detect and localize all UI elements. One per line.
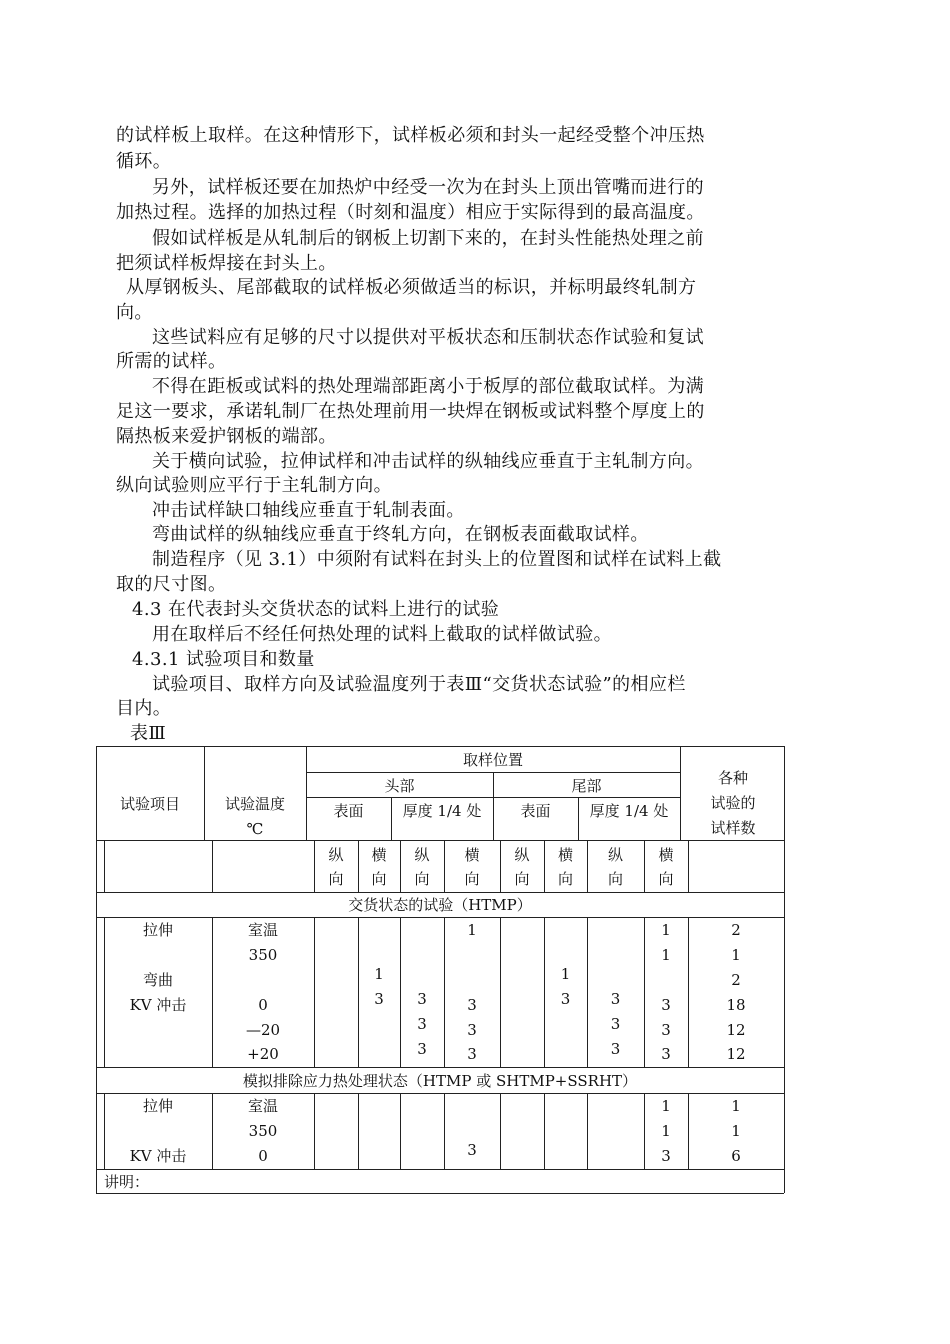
test-item: KV 冲击: [129, 1147, 187, 1165]
qty-cell: 3: [417, 1040, 427, 1058]
paragraph-line: 不得在距板或试料的热处理端部距离小于板厚的部位截取试样。为满: [152, 376, 704, 397]
dir-longitudinal: 向: [328, 870, 344, 888]
dir-longitudinal: 向: [514, 870, 530, 888]
qty-cell: 3: [467, 996, 477, 1014]
test-item: 拉伸: [142, 921, 173, 939]
qty-cell: 1: [661, 921, 671, 939]
specimen-count: 18: [726, 996, 746, 1014]
dir-longitudinal: 纵: [328, 846, 344, 864]
header-count-line: 试验的: [710, 794, 756, 812]
dir-transverse: 向: [371, 870, 387, 888]
table-rule: [400, 1093, 401, 1169]
dir-transverse: 向: [658, 870, 674, 888]
test-temp: —20: [245, 1021, 281, 1039]
dir-transverse: 横: [658, 846, 674, 864]
test-temp: 0: [258, 996, 268, 1014]
qty-cell: 3: [467, 1141, 477, 1159]
table-rule: [96, 840, 784, 841]
table-rule: [680, 746, 681, 840]
qty-cell: 3: [467, 1045, 477, 1063]
table-rule: [104, 840, 105, 892]
table-rule: [96, 917, 784, 918]
paragraph-line: 目内。: [116, 698, 172, 719]
table-rule: [587, 1093, 588, 1169]
paragraph-line: 弯曲试样的纵轴线应垂直于终轧方向，在钢板表面截取试样。: [152, 524, 649, 545]
header-tail-quarter: 厚度 1/4 处: [589, 802, 669, 820]
qty-cell: 3: [560, 990, 571, 1008]
table-border: [96, 1193, 784, 1194]
dir-longitudinal: 纵: [607, 846, 623, 864]
paragraph-line: 向。: [116, 302, 153, 323]
header-sampling-position: 取样位置: [462, 751, 523, 769]
table-rule: [500, 1093, 501, 1169]
test-temp: 室温: [247, 921, 278, 939]
qty-cell: 3: [417, 990, 427, 1008]
paragraph-line: 试验项目、取样方向及试验温度列于表Ⅲ“交货状态试验”的相应栏: [152, 674, 686, 695]
specimen-count: 2: [731, 971, 741, 989]
qty-cell: 1: [661, 1122, 671, 1140]
paragraph-line: 把须试样板焊接在封头上。: [116, 253, 337, 274]
paragraph-line: 这些试料应有足够的尺寸以提供对平板状态和压制状态作试验和复试: [152, 327, 704, 348]
table-rule: [544, 1093, 545, 1169]
qty-cell: 1: [661, 1097, 671, 1115]
paragraph-line: 用在取样后不经任何热处理的试料上截取的试样做试验。: [152, 624, 612, 645]
table-rule: [500, 917, 501, 1067]
header-tail-surface: 表面: [520, 802, 551, 820]
qty-cell: 3: [661, 1147, 671, 1165]
dir-transverse: 横: [371, 846, 387, 864]
specimen-count: 1: [731, 1122, 741, 1140]
qty-cell: 3: [661, 1021, 671, 1039]
dir-longitudinal: 纵: [414, 846, 430, 864]
qty-cell: 3: [661, 996, 671, 1014]
header-temperature-unit: ℃: [246, 820, 264, 838]
qty-cell: 3: [374, 990, 384, 1008]
table-rule: [96, 1093, 784, 1094]
qty-cell: 3: [661, 1045, 671, 1063]
specimen-count: 2: [731, 921, 741, 939]
table-rule: [314, 917, 315, 1067]
dir-longitudinal: 纵: [514, 846, 530, 864]
test-item: KV 冲击: [129, 996, 187, 1014]
specimen-count: 6: [731, 1147, 741, 1165]
table-rule: [358, 1093, 359, 1169]
paragraph-line: 假如试样板是从轧制后的钢板上切割下来的，在封头性能热处理之前: [152, 228, 704, 249]
test-temp: 350: [248, 946, 278, 964]
dir-transverse: 横: [464, 846, 480, 864]
qty-cell: 1: [560, 965, 571, 983]
dir-longitudinal: 向: [414, 870, 430, 888]
table-border: [784, 746, 785, 1193]
test-item: 拉伸: [142, 1097, 173, 1115]
dir-longitudinal: 向: [607, 870, 623, 888]
qty-cell: 3: [610, 1015, 621, 1033]
paragraph-line: 足这一要求，承诺轧制厂在热处理前用一块焊在钢板或试料整个厚度上的: [116, 401, 705, 422]
header-head-surface: 表面: [333, 802, 364, 820]
qty-cell: 3: [467, 1021, 477, 1039]
specimen-count: 12: [726, 1021, 746, 1039]
paragraph-line: 另外，试样板还要在加热炉中经受一次为在封头上顶出管嘴而进行的: [152, 177, 704, 198]
header-count-line: 各种: [717, 769, 748, 787]
section-heading: 4.3.1 试验项目和数量: [132, 649, 315, 670]
test-temp: 350: [248, 1122, 278, 1140]
header-count-line: 试样数: [710, 819, 756, 837]
paragraph-line: 从厚钢板头、尾部截取的试样板必须做适当的标识，并标明最终轧制方: [126, 277, 697, 298]
qty-cell: 3: [417, 1015, 427, 1033]
section-title: 交货状态的试验（HTMP）: [348, 896, 532, 914]
section-title: 模拟排除应力热处理状态（HTMP 或 SHTMP+SSRHT）: [242, 1072, 638, 1090]
test-temp: 0: [258, 1147, 268, 1165]
table-rule: [212, 840, 213, 892]
qty-cell: 3: [610, 1040, 621, 1058]
test-temp: 室温: [247, 1097, 278, 1115]
table-rule: [306, 797, 680, 798]
specimen-count: 1: [731, 1097, 741, 1115]
qty-cell: 1: [467, 921, 477, 939]
dir-transverse: 向: [464, 870, 480, 888]
qty-cell: 1: [374, 965, 384, 983]
test-temp: +20: [247, 1045, 279, 1063]
paragraph-line: 冲击试样缺口轴线应垂直于轧制表面。: [152, 500, 465, 521]
paragraph-line: 隔热板来爱护钢板的端部。: [116, 426, 337, 447]
header-tail: 尾部: [571, 777, 602, 795]
specimen-count: 12: [726, 1045, 746, 1063]
paragraph-line: 加热过程。选择的加热过程（时刻和温度）相应于实际得到的最高温度。: [116, 202, 705, 223]
table-rule: [688, 840, 689, 892]
table-rule: [96, 892, 784, 893]
paragraph-line: 制造程序（见 3.1）中须附有试料在封头上的位置图和试样在试料上截: [152, 549, 722, 570]
table-rule: [96, 1169, 784, 1170]
paragraph-line: 所需的试样。: [116, 351, 227, 372]
table-rule: [96, 1067, 784, 1068]
table-rule: [314, 1093, 315, 1169]
section-heading: 4.3 在代表封头交货状态的试料上进行的试验: [132, 599, 500, 620]
paragraph-line: 取的尺寸图。: [116, 574, 227, 595]
dir-transverse: 横: [557, 846, 573, 864]
header-head-quarter: 厚度 1/4 处: [402, 802, 482, 820]
header-test-item: 试验项目: [119, 795, 180, 813]
paragraph-line: 的试样板上取样。在这种情形下，试样板必须和封头一起经受整个冲压热: [116, 125, 705, 146]
specimen-count: 1: [731, 946, 741, 964]
paragraph-line: 循环。: [116, 151, 172, 172]
qty-cell: 1: [661, 946, 671, 964]
test-item: 弯曲: [142, 971, 173, 989]
header-head: 头部: [384, 777, 415, 795]
table-caption: 表Ⅲ: [130, 723, 167, 744]
header-temperature: 试验温度: [224, 795, 285, 813]
paragraph-line: 关于横向试验，拉伸试样和冲击试样的纵轴线应垂直于主轧制方向。: [152, 451, 704, 472]
qty-cell: 3: [610, 990, 621, 1008]
table-note: 讲明：: [104, 1173, 150, 1191]
paragraph-line: 纵向试验则应平行于主轧制方向。: [116, 475, 392, 496]
dir-transverse: 向: [557, 870, 573, 888]
